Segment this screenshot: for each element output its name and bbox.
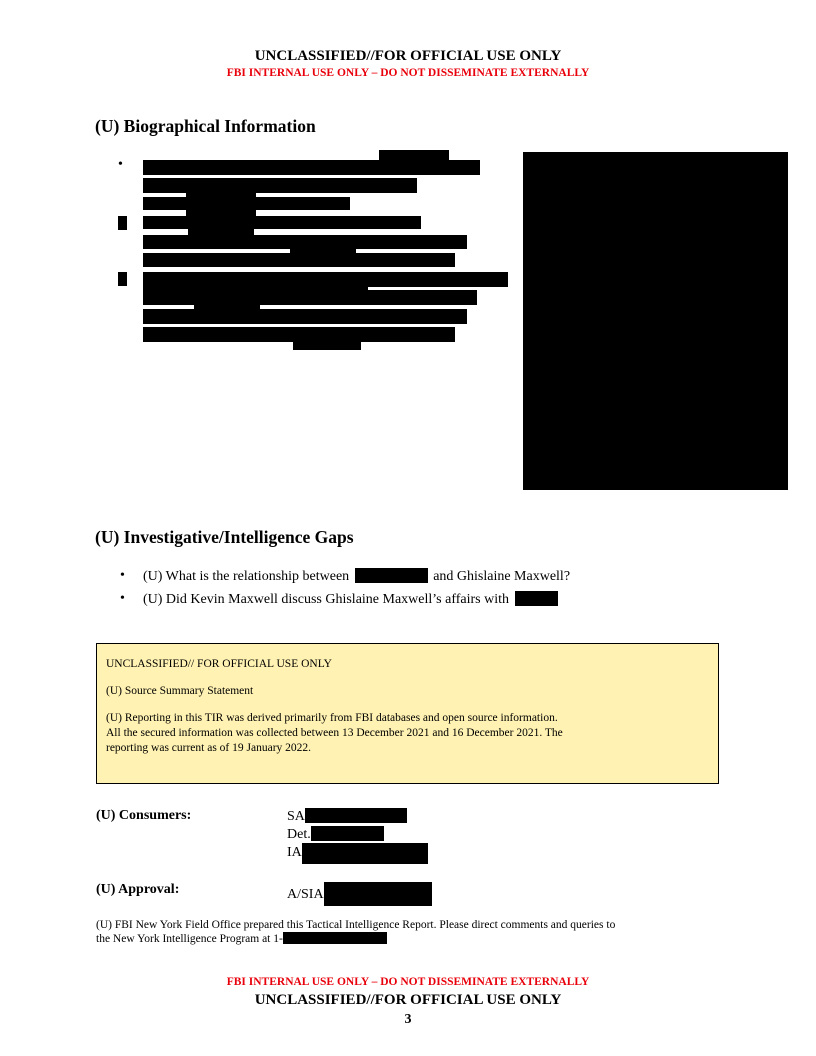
footer-dissemination-warning: FBI INTERNAL USE ONLY – DO NOT DISSEMINATE EXTERNALLY (226, 976, 590, 988)
report-footnote (96, 918, 726, 946)
inline-redaction (355, 568, 428, 583)
approval-label: (U) Approval: (96, 882, 180, 897)
consumer-entry (287, 808, 407, 825)
approval-entry (287, 882, 432, 906)
gap-item-text: and Ghislaine Maxwell? (433, 569, 571, 584)
approver-title: A/SIA (287, 887, 324, 902)
footnote-line: the New York Intelligence Program at 1- (96, 933, 283, 945)
source-summary-line: (U) Reporting in this TIR was derived primarily from FBI databases and open source information. (106, 712, 558, 724)
inline-redaction (311, 826, 384, 841)
inline-redaction (324, 882, 432, 906)
gap-item-text: (U) Did Kevin Maxwell discuss Ghislaine Maxwell’s affairs with (143, 592, 510, 607)
footnote-line: (U) FBI New York Field Office prepared this Tactical Intelligence Report. Please direct comments and queries to (96, 919, 616, 931)
inline-redaction (302, 843, 428, 864)
redaction-bar (143, 178, 417, 193)
source-summary-text (106, 711, 709, 756)
inline-redaction (283, 932, 387, 944)
consumers-label: (U) Consumers: (96, 808, 192, 823)
inline-redaction (515, 591, 558, 606)
source-summary-title: (U) Source Summary Statement (106, 685, 254, 697)
bullet-glyph: • (120, 591, 125, 606)
footer-classification: UNCLASSIFIED//FOR OFFICIAL USE ONLY (254, 992, 562, 1008)
redacted-bullet (118, 216, 127, 230)
section-heading-biographical: (U) Biographical Information (95, 116, 316, 136)
redaction-bar (143, 253, 455, 267)
gap-item-text: (U) What is the relationship between (143, 569, 350, 584)
bullet-glyph: • (120, 568, 125, 583)
consumer-title: Det. (287, 827, 311, 842)
redaction-bar (143, 160, 480, 175)
consumer-title: IA (287, 845, 302, 860)
source-summary-box (96, 643, 719, 784)
redacted-photo (523, 152, 788, 490)
inline-redaction (305, 808, 407, 823)
gap-item (143, 568, 570, 585)
section-heading-gaps: (U) Investigative/Intelligence Gaps (95, 527, 354, 547)
consumer-entry (287, 826, 384, 843)
redaction-bar (293, 340, 361, 350)
redacted-bullet (118, 272, 127, 286)
box-classification: UNCLASSIFIED// FOR OFFICIAL USE ONLY (106, 658, 332, 670)
bullet-glyph: • (118, 157, 123, 172)
gap-item (143, 591, 558, 608)
source-summary-line: reporting was current as of 19 January 2022. (106, 742, 312, 754)
redaction-bar (143, 216, 421, 229)
page-number: 3 (404, 1012, 412, 1027)
header-dissemination-warning: FBI INTERNAL USE ONLY – DO NOT DISSEMINATE EXTERNALLY (226, 67, 590, 79)
redaction-bar (143, 272, 508, 287)
source-summary-line: All the secured information was collected between 13 December 2021 and 16 December 2021. The (106, 727, 563, 739)
consumer-title: SA (287, 809, 305, 824)
redaction-bar (186, 208, 256, 216)
header-classification: UNCLASSIFIED//FOR OFFICIAL USE ONLY (254, 48, 562, 64)
consumer-entry (287, 843, 428, 864)
redaction-bar (143, 309, 467, 324)
